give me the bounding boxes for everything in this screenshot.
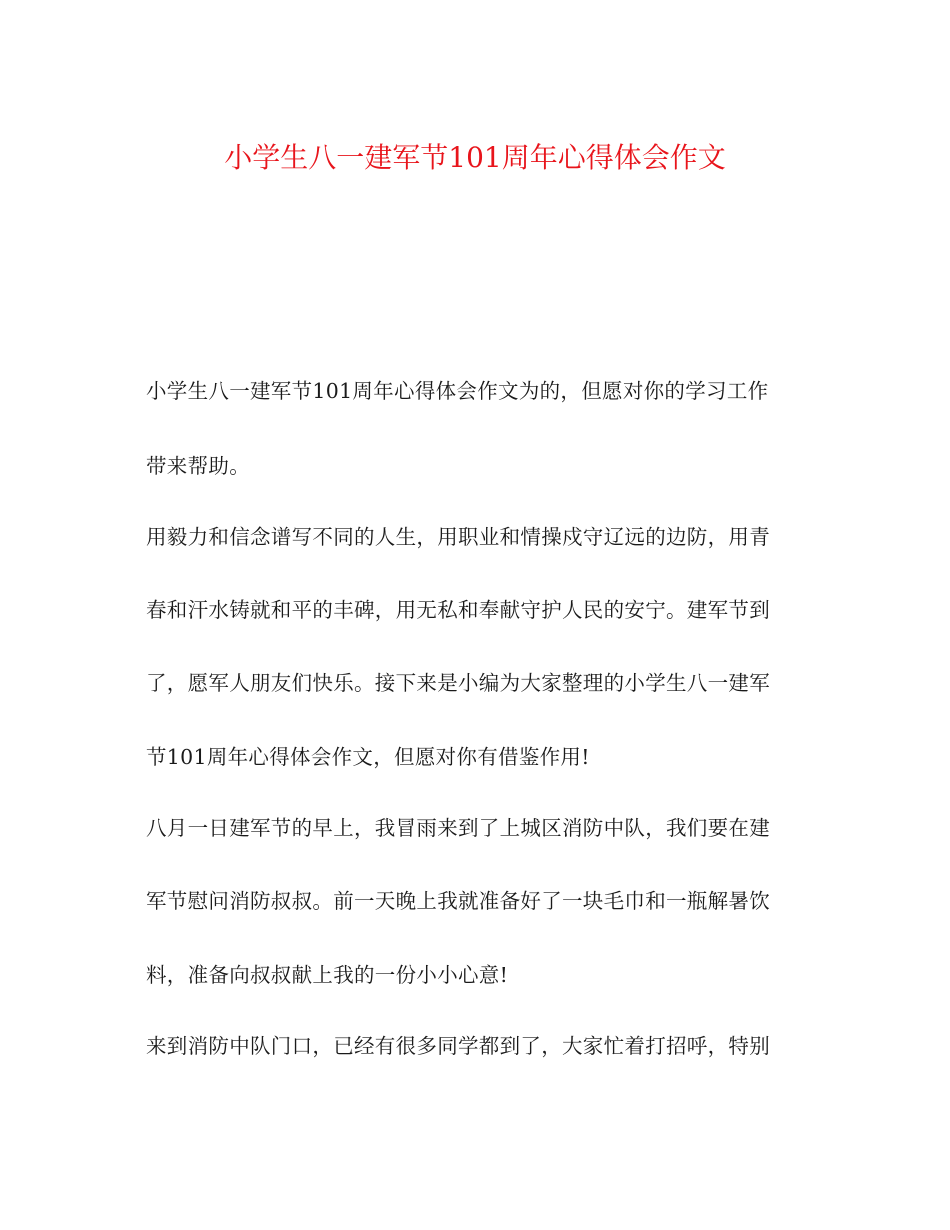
paragraph-1-line-2: 带来帮助。 — [146, 454, 250, 478]
paragraph-2-line-1: 用毅力和信念谱写不同的人生，用职业和情操戍守辽远的边防，用青 — [146, 525, 770, 549]
paragraph-3-line-1: 八月一日建军节的早上，我冒雨来到了上城区消防中队，我们要在建 — [146, 816, 770, 840]
paragraph-2-line-3: 了，愿军人朋友们快乐。接下来是小编为大家整理的小学生八一建军 — [146, 671, 770, 695]
paragraph-3-line-2: 军节慰问消防叔叔。前一天晚上我就准备好了一块毛巾和一瓶解暑饮 — [146, 889, 770, 913]
paragraph-3-line-3: 料，准备向叔叔献上我的一份小小心意! — [146, 963, 509, 987]
document-title: 小学生八一建军节101周年心得体会作文 — [224, 141, 726, 174]
paragraph-2-line-2: 春和汗水铸就和平的丰碑，用无私和奉献守护人民的安宁。建军节到 — [146, 598, 770, 622]
paragraph-1-line-1: 小学生八一建军节101周年心得体会作文为的，但愿对你的学习工作 — [146, 379, 769, 403]
paragraph-4-line-1: 来到消防中队门口，已经有很多同学都到了，大家忙着打招呼，特别 — [146, 1034, 770, 1058]
paragraph-2-line-4: 节101周年心得体会作文，但愿对你有借鉴作用! — [146, 745, 590, 769]
